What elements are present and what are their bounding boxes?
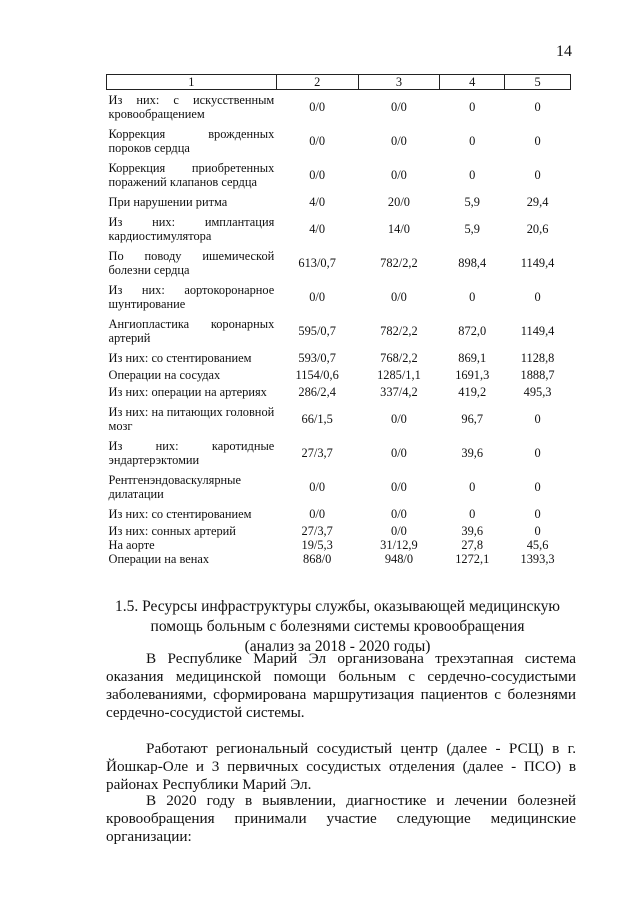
row-label: Коррекция врожденных пороков сердца: [108, 127, 275, 155]
table-cell: 1888,7: [520, 368, 555, 382]
table-cell: 4/0: [309, 195, 326, 209]
table-cell: 1128,8: [520, 351, 555, 365]
table-cell: 39,6: [461, 524, 484, 538]
table-cell: 337/4,2: [380, 385, 418, 399]
table-cell: 1691,3: [455, 368, 490, 382]
table-header: [107, 75, 571, 90]
table-cell: 0/0: [391, 100, 407, 114]
table-row: [107, 504, 571, 524]
section-heading-line: помощь больным с болезнями системы кровообращения: [150, 618, 525, 635]
table-cell: 1149,4: [520, 256, 555, 270]
table-cell: 0: [534, 480, 541, 494]
column-header: 2: [276, 75, 358, 90]
table-cell: 20,6: [526, 222, 549, 236]
table-cell: 0: [534, 290, 541, 304]
row-label: Из них: сонных артерий: [108, 524, 236, 538]
row-label: Из них: на питающих головной мозг: [108, 405, 275, 433]
page-number: 14: [556, 43, 572, 60]
table-cell: 593/0,7: [298, 351, 336, 365]
column-header: 5: [505, 75, 571, 90]
table-cell: 0/0: [391, 168, 407, 182]
table-cell: 27/3,7: [301, 524, 333, 538]
table-row: [107, 90, 571, 125]
table-cell: 0/0: [309, 100, 326, 114]
row-label: Операции на венах: [108, 552, 210, 566]
table-row: [107, 124, 571, 158]
section-heading-line: 1.5. Ресурсы инфраструктуры службы, оказывающей медицинскую: [114, 598, 561, 615]
table-cell: 0: [534, 446, 541, 460]
table-row: [107, 436, 571, 470]
table-cell: 29,4: [526, 195, 549, 209]
table-cell: 19/5,3: [301, 538, 333, 552]
table-cell: 613/0,7: [298, 256, 336, 270]
table-cell: 0: [469, 168, 476, 182]
paragraph: В Республике Марий Эл организована трехэтапная система оказания медицинской помощи больным с сердечно-сосудистыми заболеваниями, сформирована маршрутизация пациентов с болезнями сердечно-сосудистой системы.: [106, 650, 576, 721]
table-cell: 782/2,2: [380, 256, 418, 270]
row-label: Рентгенэндоваскулярные дилатации: [108, 473, 241, 501]
section-heading: [105, 597, 570, 657]
row-label: Из них: каротидные эндартерэктомии: [108, 439, 275, 467]
table-cell: 419,2: [458, 385, 487, 399]
table-row: [107, 192, 571, 212]
table-cell: 5,9: [464, 222, 480, 236]
table-row: [107, 402, 571, 436]
table-cell: 0/0: [391, 134, 407, 148]
table-cell: 4/0: [309, 222, 326, 236]
table-cell: 898,4: [458, 256, 487, 270]
table-row: [107, 348, 571, 368]
table-cell: 0: [534, 134, 541, 148]
table-cell: 0: [469, 290, 476, 304]
table-row: [107, 470, 571, 504]
table-cell: 872,0: [458, 324, 487, 338]
table-cell: 1154/0,6: [295, 368, 339, 382]
table-cell: 768/2,2: [380, 351, 418, 365]
section-heading-line: (анализ за 2018 - 2020 годы): [244, 638, 431, 655]
surgery-statistics-table: [106, 74, 571, 566]
table-cell: 595/0,7: [298, 324, 336, 338]
table-cell: 27,8: [461, 538, 484, 552]
table-row: [107, 246, 571, 280]
row-label: Из них: имплантация кардиостимулятора: [108, 215, 275, 243]
table-cell: 0/0: [391, 290, 407, 304]
table-body: [107, 90, 571, 567]
row-label: По поводу ишемической болезни сердца: [108, 249, 275, 277]
table-cell: 0: [469, 134, 476, 148]
row-label: Ангиопластика коронарных артерий: [108, 317, 275, 345]
table-cell: 1285/1,1: [377, 368, 421, 382]
table-row: [107, 538, 571, 552]
table-cell: 948/0: [384, 552, 414, 566]
column-header: 4: [440, 75, 505, 90]
table-cell: 0/0: [391, 507, 407, 521]
table-cell: 66/1,5: [301, 412, 333, 426]
table-cell: 0/0: [391, 412, 407, 426]
table-row: [107, 524, 571, 538]
table-cell: 286/2,4: [298, 385, 336, 399]
table-cell: 868/0: [303, 552, 332, 566]
table-cell: 1149,4: [520, 324, 555, 338]
table-cell: 0: [469, 480, 476, 494]
table-cell: 20/0: [387, 195, 410, 209]
table-cell: 0/0: [391, 480, 407, 494]
table-cell: 0: [469, 100, 476, 114]
table-cell: 45,6: [526, 538, 549, 552]
table-cell: 495,3: [523, 385, 552, 399]
row-label: При нарушении ритма: [108, 195, 228, 209]
table-cell: 96,7: [461, 412, 484, 426]
row-label: Из них: аортокоронарное шунтирование: [108, 283, 275, 311]
paragraph: Работают региональный сосудистый центр (далее - РСЦ) в г. Йошкар-Оле и 3 первичных сосудистых отделения (далее - ПСО) в районах Республики Марий Эл.: [106, 740, 576, 793]
table-cell: 0: [534, 168, 541, 182]
table-cell: 1393,3: [520, 552, 555, 566]
table-row: [107, 280, 571, 314]
row-label: На аорте: [108, 538, 155, 552]
row-label: Из них: со стентированием: [108, 507, 252, 521]
table-cell: 0/0: [309, 507, 326, 521]
table-cell: 0/0: [391, 524, 407, 538]
column-header: 1: [107, 75, 277, 90]
table-cell: 0/0: [309, 168, 326, 182]
table-cell: 0: [534, 507, 541, 521]
table-cell: 39,6: [461, 446, 484, 460]
table-row: [107, 314, 571, 348]
table-cell: 0/0: [309, 480, 326, 494]
table-cell: 0: [469, 507, 476, 521]
row-label: Коррекция приобретенных поражений клапанов сердца: [108, 161, 275, 189]
table-cell: 0/0: [309, 290, 326, 304]
table-row: [107, 552, 571, 566]
table-row: [107, 382, 571, 402]
table-cell: 31/12,9: [380, 538, 418, 552]
table-cell: 0: [534, 524, 541, 538]
table-row: [107, 158, 571, 192]
row-label: Операции на сосудах: [108, 368, 221, 382]
table-cell: 0/0: [391, 446, 407, 460]
paragraph: В 2020 году в выявлении, диагностике и лечении болезней кровообращения принимали участие следующие медицинские организации:: [106, 792, 576, 845]
table-cell: 27/3,7: [301, 446, 333, 460]
table-cell: 0/0: [309, 134, 326, 148]
table-cell: 14/0: [387, 222, 410, 236]
table-cell: 782/2,2: [380, 324, 418, 338]
table-cell: 0: [534, 100, 541, 114]
row-label: Из них: со стентированием: [108, 351, 252, 365]
table-row: [107, 368, 571, 382]
column-header: 3: [358, 75, 440, 90]
table-cell: 5,9: [464, 195, 480, 209]
row-label: Из них: операции на артериях: [108, 385, 267, 399]
table-row: [107, 212, 571, 246]
table-cell: 0: [534, 412, 541, 426]
table-cell: 869,1: [458, 351, 487, 365]
table-cell: 1272,1: [455, 552, 490, 566]
row-label: Из них: с искусственным кровообращением: [108, 93, 275, 121]
